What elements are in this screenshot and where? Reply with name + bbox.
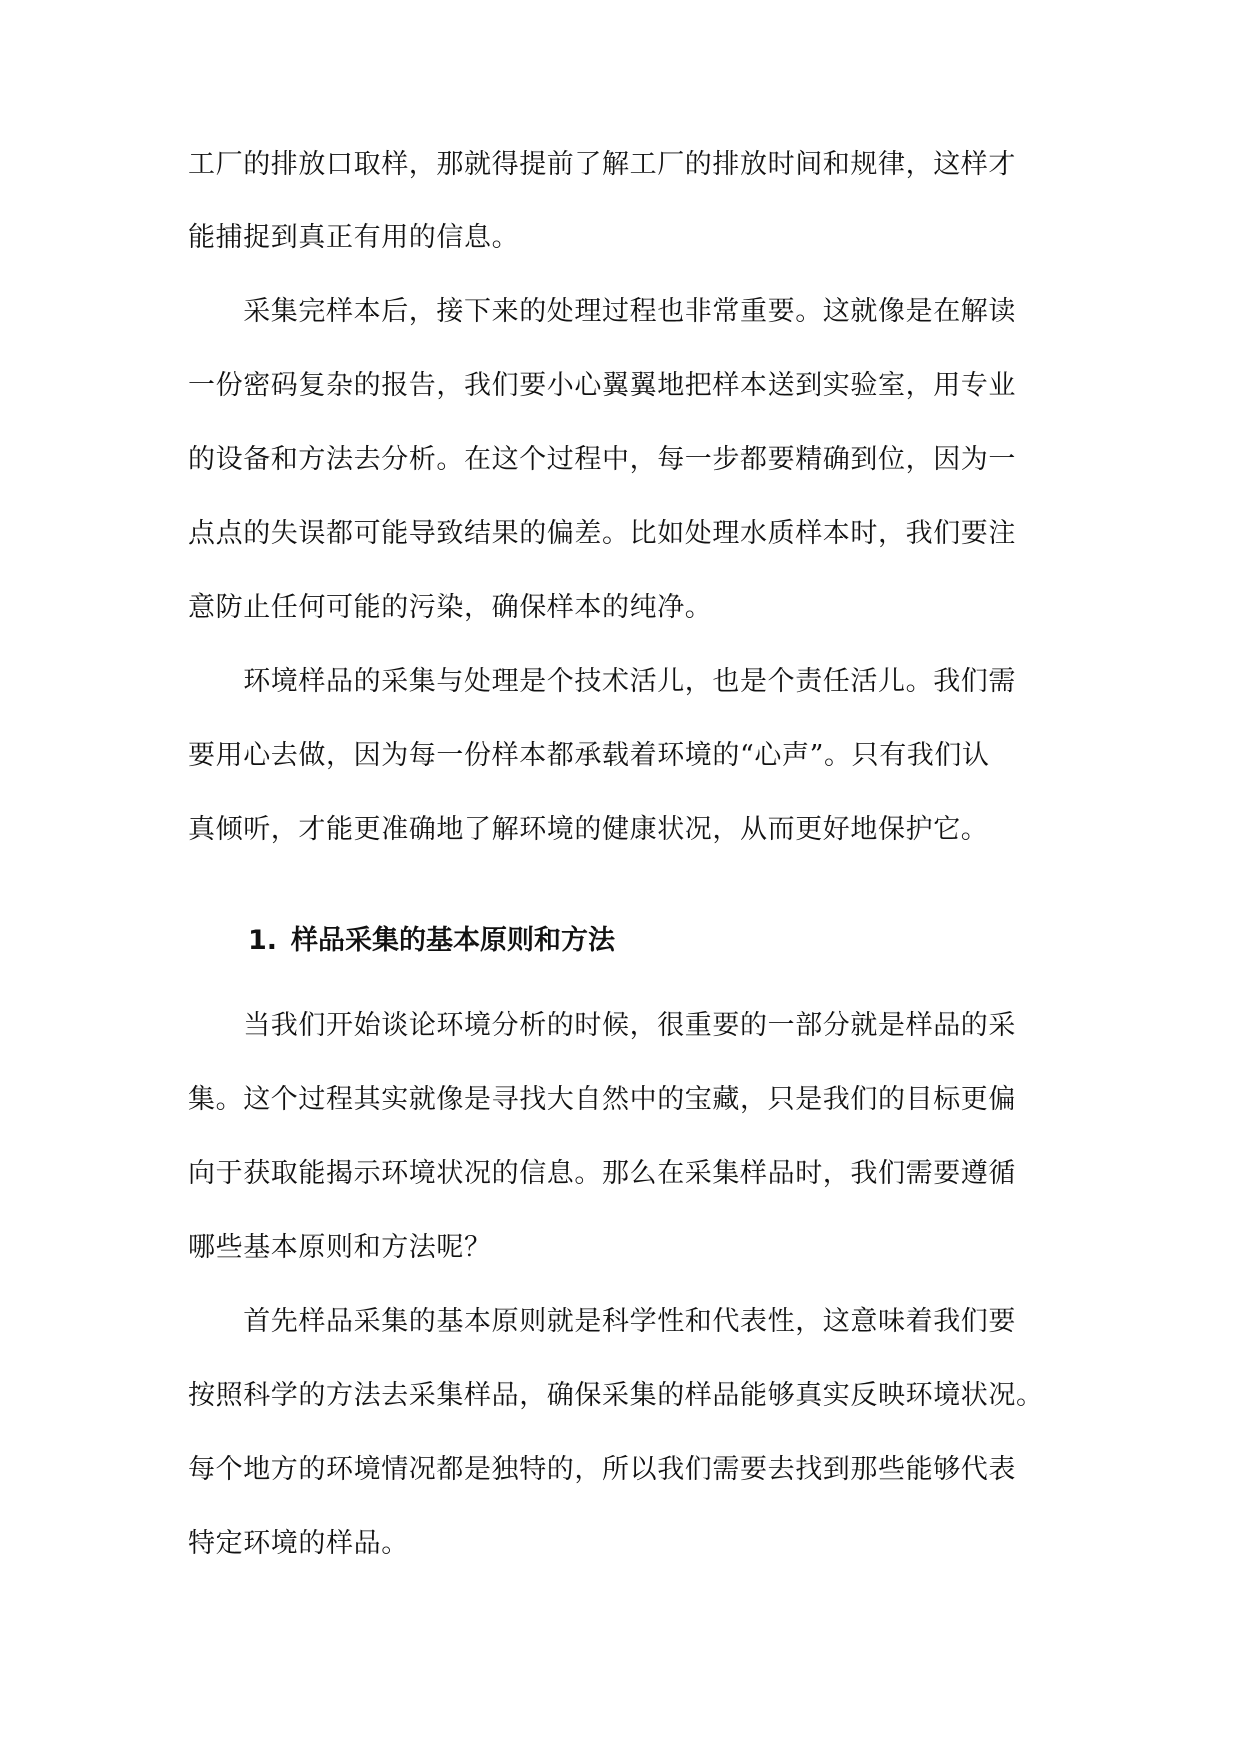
text-line: 每个地方的环境情况都是独特的，所以我们需要去找到那些能够代表 [188, 1454, 1016, 1485]
text-line: 集。这个过程其实就像是寻找大自然中的宝藏，只是我们的目标更偏 [188, 1084, 1016, 1115]
section-number: 1. [248, 925, 278, 956]
text-line: 意防止任何可能的污染，确保样本的纯净。 [188, 592, 713, 623]
text-line: 按照科学的方法去采集样品，确保采集的样品能够真实反映环境状况。 [188, 1380, 1044, 1411]
text-line: 采集完样本后，接下来的处理过程也非常重要。这就像是在解读 [188, 296, 1016, 327]
text-line: 当我们开始谈论环境分析的时候，很重要的一部分就是样品的采 [188, 1010, 1016, 1041]
text-line: 特定环境的样品。 [188, 1528, 409, 1559]
section-heading [248, 916, 615, 966]
text-line: 的设备和方法去分析。在这个过程中，每一步都要精确到位，因为一 [188, 444, 1016, 475]
section-title: 样品采集的基本原则和方法 [291, 925, 616, 956]
text-line: 首先样品采集的基本原则就是科学性和代表性，这意味着我们要 [188, 1306, 1016, 1337]
text-line: 一份密码复杂的报告，我们要小心翼翼地把样本送到实验室，用专业 [188, 370, 1016, 401]
text-line: 能捕捉到真正有用的信息。 [188, 222, 520, 253]
text-line: 要用心去做，因为每一份样本都承载着环境的“心声”。只有我们认 [188, 740, 990, 771]
text-line: 环境样品的采集与处理是个技术活儿，也是个责任活儿。我们需 [188, 666, 1016, 697]
text-line: 真倾听，才能更准确地了解环境的健康状况，从而更好地保护它。 [188, 814, 989, 845]
text-line: 点点的失误都可能导致结果的偏差。比如处理水质样本时，我们要注 [188, 518, 1016, 549]
text-line: 向于获取能揭示环境状况的信息。那么在采集样品时，我们需要遵循 [188, 1158, 1016, 1189]
text-line: 工厂的排放口取样，那就得提前了解工厂的排放时间和规律，这样才 [188, 149, 1016, 180]
text-line: 哪些基本原则和方法呢？ [188, 1232, 492, 1263]
